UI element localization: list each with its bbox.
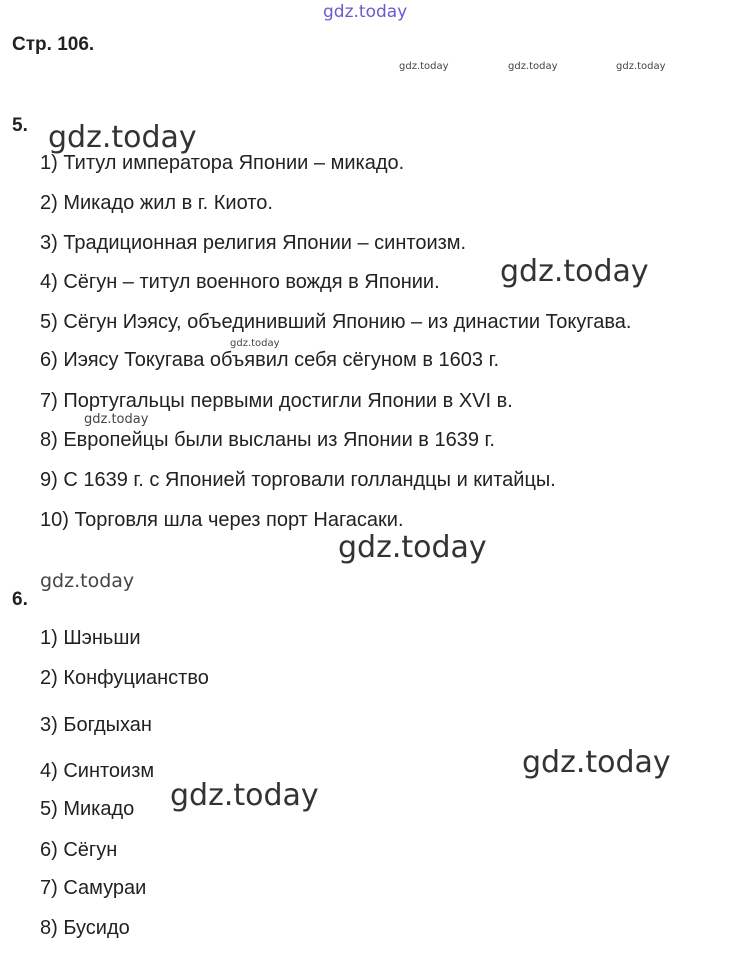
section-6-item: 7) Самураи xyxy=(40,877,147,899)
section-6-item: 2) Конфуцианство xyxy=(40,667,209,689)
watermark-large-4: gdz.today xyxy=(522,745,671,780)
page-title: Стр. 106. xyxy=(12,34,95,55)
section-5-item: 8) Европейцы были высланы из Японии в 1639 г. xyxy=(40,429,495,451)
watermark-small-2: gdz.today xyxy=(40,570,135,592)
section-5-item: 9) С 1639 г. с Японией торговали голландцы и китайцы. xyxy=(40,469,556,491)
section-5-item: 7) Португальцы первыми достигли Японии в XVI в. xyxy=(40,390,513,412)
watermark-tiny-3: gdz.today xyxy=(616,61,666,72)
section-6-item: 1) Шэньши xyxy=(40,627,141,649)
section-6-item: 8) Бусидо xyxy=(40,917,130,939)
watermark-tiny-1: gdz.today xyxy=(399,61,449,72)
section-5-item: 3) Традиционная религия Японии – синтоизм. xyxy=(40,232,467,254)
section-5-item: 2) Микадо жил в г. Киото. xyxy=(40,192,273,214)
section-5-item: 4) Сёгун – титул военного вождя в Японии. xyxy=(40,271,440,293)
watermark-small-1: gdz.today xyxy=(84,412,149,427)
section-6-item: 4) Синтоизм xyxy=(40,760,155,782)
watermark-tiny-4: gdz.today xyxy=(230,338,280,349)
watermark-large-3: gdz.today xyxy=(338,530,487,565)
watermark-large-1: gdz.today xyxy=(48,120,197,155)
section-5-number: 5. xyxy=(12,115,28,136)
watermark-large-5: gdz.today xyxy=(170,778,319,813)
watermark-large-2: gdz.today xyxy=(500,254,649,289)
section-5-item: 6) Иэясу Токугава объявил себя сёгуном в 1603 г. xyxy=(40,349,499,371)
section-6-item: 6) Сёгун xyxy=(40,839,118,861)
section-6-number: 6. xyxy=(12,589,28,610)
watermark-tiny-2: gdz.today xyxy=(508,61,558,72)
section-6-item: 5) Микадо xyxy=(40,798,135,820)
section-5-item: 10) Торговля шла через порт Нагасаки. xyxy=(40,509,404,531)
section-5-item: 1) Титул императора Японии – микадо. xyxy=(40,152,405,174)
section-5-item: 5) Сёгун Иэясу, объединивший Японию – из династии Токугава. xyxy=(40,311,632,333)
section-6-item: 3) Богдыхан xyxy=(40,714,152,736)
watermark-top: gdz.today xyxy=(323,2,408,22)
